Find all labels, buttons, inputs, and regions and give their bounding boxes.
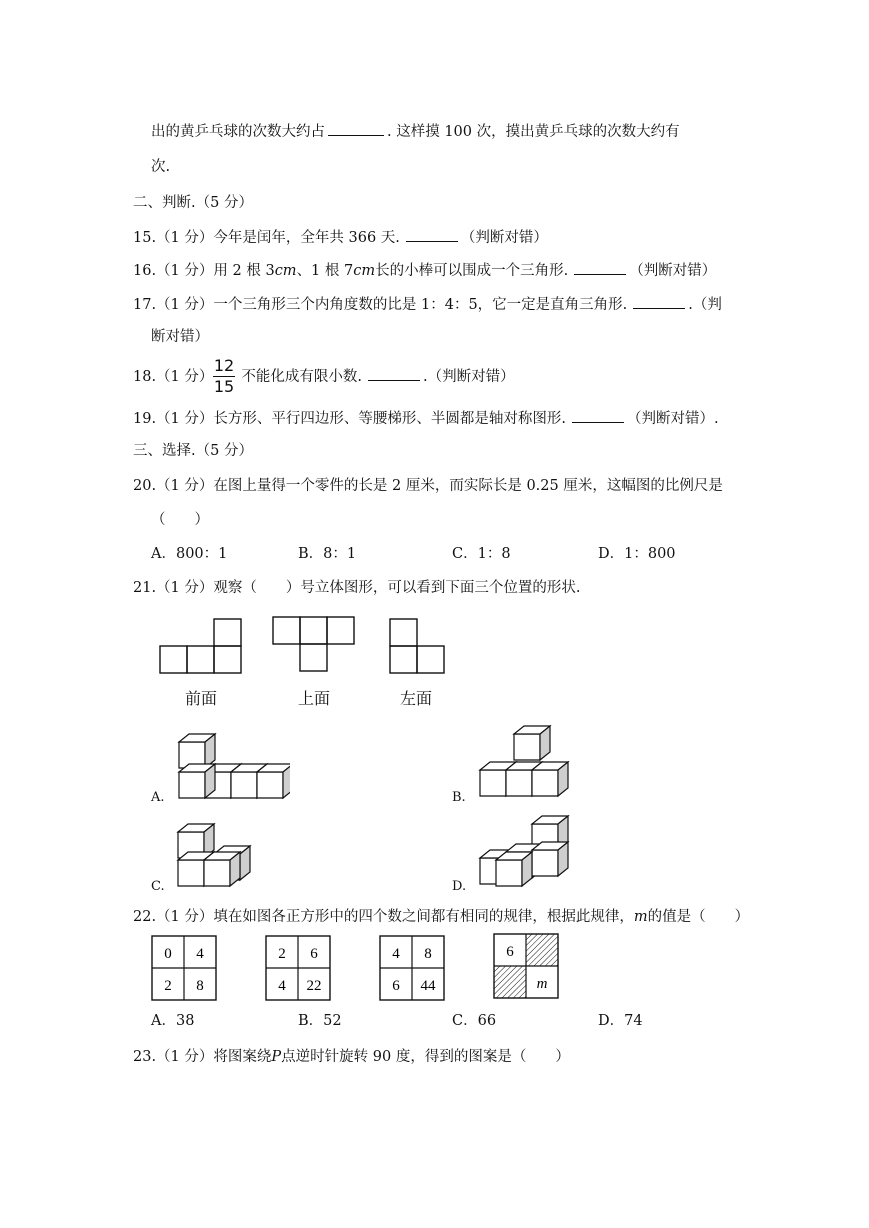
q22-option-c[interactable]: C．66: [452, 1013, 497, 1029]
grid-number: 4: [278, 978, 286, 994]
q16: [133, 260, 716, 281]
q18-label: 18.（1 分）: [133, 369, 214, 385]
q16-hint: （判断对错）: [629, 263, 717, 279]
q19-blank[interactable]: [572, 408, 624, 423]
grid-number: 8: [196, 978, 204, 994]
q16-unit-1: cm: [274, 263, 297, 279]
q19-hint: （判断对错）.: [627, 411, 719, 427]
q22-option-d[interactable]: D．74: [598, 1013, 643, 1029]
cube: [514, 726, 550, 760]
q17-line1: [133, 294, 722, 315]
q22-text: 22.（1 分）填在如图各正方形中的四个数之间都有相同的规律，根据此规律，: [133, 909, 634, 925]
q20-option-a[interactable]: A．800：1: [151, 546, 228, 562]
left-view-label: 左面: [400, 689, 433, 708]
q22-grid-3: [379, 935, 445, 1001]
cube: [532, 762, 568, 796]
q21-option-a-figure[interactable]: [170, 728, 290, 804]
q15: [133, 227, 548, 248]
grid-number: 0: [164, 946, 172, 962]
grid-number: 44: [420, 978, 436, 994]
q18-numerator: 12: [213, 356, 235, 375]
q23-text-a: 23.（1 分）将图案绕: [133, 1049, 272, 1065]
q20-stem: 20.（1 分）在图上量得一个零件的长是 2 厘米，而实际长是 0.25 厘米，这幅图的比例尺是: [133, 478, 723, 494]
front-view-label: 前面: [185, 689, 218, 708]
grid-number: 6: [506, 944, 514, 960]
q14-line1: [151, 121, 680, 142]
q17-text: 17.（1 分）一个三角形三个内角度数的比是 1：4：5，它一定是直角三角形.: [133, 297, 628, 313]
q15-text: 15.（1 分）今年是闰年，全年共 366 天.: [133, 230, 400, 246]
grid-number: 2: [164, 978, 172, 994]
q21-option-d-label[interactable]: D.: [452, 879, 467, 894]
q23-variable: P: [271, 1049, 282, 1065]
cube: [496, 852, 532, 886]
q21-option-b-figure[interactable]: [472, 718, 582, 804]
q22-variable: m: [633, 909, 648, 925]
q16-text-a: 16.（1 分）用 2 根 3: [133, 263, 275, 279]
q21-stem: 21.（1 分）观察（ ）号立体图形，可以看到下面三个位置的形状.: [133, 580, 581, 596]
grid-number: 2: [278, 946, 286, 962]
grid-number: 4: [196, 946, 204, 962]
hatched-cell: [526, 934, 558, 966]
q18-text: 不能化成有限小数.: [241, 369, 363, 385]
q22-text-end: 的值是（ ）: [647, 909, 750, 925]
q18-blank[interactable]: [368, 366, 420, 381]
q18-fraction: [213, 357, 235, 396]
q20-paren: （ ）: [151, 512, 209, 528]
q23-stem: [133, 1047, 570, 1067]
q17-line2: 断对错）: [151, 329, 209, 345]
q18: [133, 366, 515, 387]
cube: [204, 852, 240, 886]
q22-grid-2: [265, 935, 331, 1001]
q16-unit-2: cm: [353, 263, 376, 279]
cube: [532, 842, 568, 876]
q14-text-b: . 这样摸 100 次，摸出黄乒乓球的次数大约有: [387, 124, 680, 140]
q16-text-b: 、1 根 7: [296, 263, 354, 279]
q19-text: 19.（1 分）长方形、平行四边形、等腰梯形、半圆都是轴对称图形.: [133, 411, 567, 427]
q22-option-a[interactable]: A．38: [151, 1013, 195, 1029]
cube: [179, 764, 215, 798]
q20-option-d[interactable]: D．1：800: [598, 546, 676, 562]
q22-option-b[interactable]: B．52: [298, 1013, 342, 1029]
grid-number: 6: [310, 946, 318, 962]
section2-heading: 二、判断.（5 分）: [133, 195, 253, 211]
hatched-cell: [494, 966, 526, 998]
q17-hint-a: .（判: [688, 297, 722, 313]
q21-option-c-label[interactable]: C.: [151, 879, 165, 894]
q14-text-a: 出的黄乒乓球的次数大约占: [151, 124, 325, 140]
cube: [179, 734, 215, 768]
grid-number: 8: [424, 946, 432, 962]
q14-line2: [151, 157, 170, 177]
cube: [257, 764, 290, 798]
q16-blank[interactable]: [574, 260, 626, 275]
q21-option-d-figure[interactable]: [472, 814, 582, 894]
q21-top-view: [272, 615, 356, 673]
q21-option-c-figure[interactable]: [170, 818, 260, 894]
q19: [133, 408, 719, 429]
q21-left-view: [389, 617, 447, 675]
q22-stem: [133, 907, 749, 927]
q16-text-c: 长的小棒可以围成一个三角形.: [375, 263, 569, 279]
q23-text-b: 点逆时针旋转 90 度，得到的图案是（ ）: [281, 1049, 570, 1065]
q20-option-c[interactable]: C．1：8: [452, 546, 511, 562]
q15-blank[interactable]: [406, 227, 458, 242]
grid-number: 6: [392, 978, 400, 994]
q14-text-c: 次.: [151, 159, 171, 175]
q21-option-b-label[interactable]: B.: [452, 790, 466, 805]
top-view-label: 上面: [298, 689, 331, 708]
grid-number: 22: [306, 978, 322, 994]
q14-blank-1[interactable]: [328, 121, 384, 136]
q21-option-a-label[interactable]: A.: [151, 790, 165, 805]
q17-blank[interactable]: [633, 294, 685, 309]
q21-front-view: [159, 617, 243, 675]
q22-grid-1: [151, 935, 217, 1001]
q22-grid-4: [493, 933, 559, 999]
grid-number: m: [536, 976, 548, 992]
grid-number: 4: [392, 946, 400, 962]
section3-heading: 三、选择.（5 分）: [133, 443, 253, 459]
q18-denominator: 15: [213, 377, 235, 396]
q20-option-b[interactable]: B．8：1: [298, 546, 357, 562]
q15-hint: （判断对错）: [460, 230, 548, 246]
q18-hint: .（判断对错）: [423, 369, 515, 385]
